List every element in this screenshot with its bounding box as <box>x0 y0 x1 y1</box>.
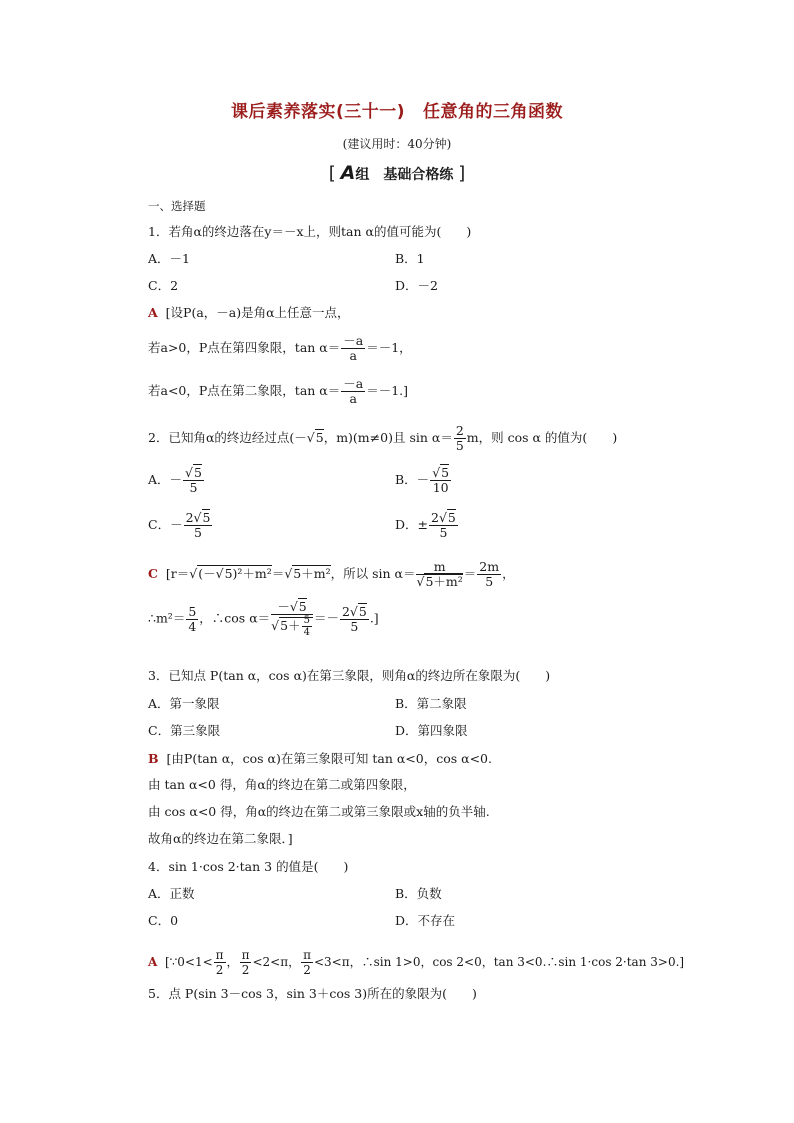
q2-d-den: 5 <box>439 525 448 540</box>
q3-option-c: C．第三象限 <box>148 723 221 738</box>
q3-option-d: D．第四象限 <box>395 723 468 738</box>
q2-exp2-den3: 5 <box>350 618 359 634</box>
q2-option-d <box>395 511 459 540</box>
q2-exp1-fraction: $\frac{m}{\text{√5＋m²}}$ <box>416 559 463 589</box>
q4-two-2: 2 <box>241 963 250 977</box>
q1-exp3-fraction <box>341 377 365 406</box>
q2-a-fraction: $\frac{√5}{5}$ <box>185 465 202 495</box>
q2-exp2-rad: 5 <box>298 599 307 614</box>
q2-stem-fraction <box>454 424 466 453</box>
q2-stem-num: 2 <box>455 423 464 438</box>
q3-explanation-3: 由 cos α<0 得，角α的终边在第二或第三象限或x轴的负半轴. <box>148 804 490 819</box>
q1-stem: 1．若角α的终边落在y＝－x上，则tan α的值可能为( ) <box>148 224 472 239</box>
q2-c-fraction: $\frac{2√5}{5}$ <box>185 510 211 540</box>
title-left: 课后素养落实(三十一) <box>230 102 406 122</box>
q2-exp2-num3: 2 <box>341 603 350 619</box>
q2-exp1-e: ＝ <box>271 566 285 581</box>
q2-b-num: 5 <box>441 465 450 480</box>
section-heading: 一、选择题 <box>148 199 206 213</box>
q2-a-den: 5 <box>189 480 198 495</box>
q4-two-3: 2 <box>303 963 311 977</box>
q2-a-num: 5 <box>194 465 202 480</box>
q1-explanation-1 <box>148 305 350 321</box>
q2-exp1-i: ， <box>502 566 515 581</box>
q1-answer: A <box>148 305 158 320</box>
q2-answer: C <box>148 566 158 581</box>
q4-two-1: 2 <box>215 963 224 977</box>
q4-option-a: A．正数 <box>148 886 195 901</box>
q2-stem-rad: 5 <box>315 430 324 445</box>
q5-stem: 5．点 P(sin 3－cos 3，sin 3＋cos 3)所在的象限为( ) <box>148 986 477 1001</box>
q4-pi-3: π <box>303 948 311 962</box>
q2-stem-mid: ，m)(m≠0)且 sin α＝ <box>323 430 453 445</box>
q2-b-den: 10 <box>432 480 449 495</box>
q2-d-num-rad: 5 <box>447 510 456 525</box>
q3-option-a: A．第一象限 <box>148 696 220 711</box>
q1-exp2-post: ＝－1， <box>366 340 412 355</box>
q2-exp2-fraction2: －√5 √5＋ $\frac{5}{4}$ <box>271 600 313 638</box>
q4-pi-2: π <box>241 948 250 962</box>
q2-exp1-num2: 2m <box>479 559 500 574</box>
q2-exp2-den-num: 5 <box>303 615 310 626</box>
q2-b-fraction: $\frac{√5}{10}$ <box>432 465 450 495</box>
q2-exp1-h: ＝ <box>463 566 477 581</box>
q4-exp-fraction1 <box>214 948 226 977</box>
q2-exp1-g: ，所以 sin α＝ <box>330 566 416 581</box>
q4-stem: 4．sin 1·cos 2·tan 3 的值是( ) <box>148 859 349 874</box>
q4-explanation <box>148 948 684 977</box>
q2-exp2-fraction3: $\frac{2√5}{5}$ <box>341 603 367 634</box>
q2-option-b <box>395 466 452 495</box>
q1-option-b: B．1 <box>395 251 425 266</box>
q2-exp2-c: ＝－ <box>313 610 339 626</box>
q3-exp1-text: [由P(tan α，cos α)在第三象限可知 tan α<0，cos α<0. <box>166 751 492 766</box>
q2-c-num: 2 <box>185 510 194 525</box>
q2-exp2-num: 5 <box>188 603 197 619</box>
q2-exp1-f: 5＋m² <box>293 566 331 581</box>
q2-exp1-den: 5＋m² <box>425 574 463 589</box>
q2-exp2-den-den: 4 <box>303 627 310 638</box>
q3-explanation-1 <box>148 751 492 767</box>
q2-exp2-den-fraction <box>302 615 312 638</box>
q3-option-b: B．第二象限 <box>395 696 467 711</box>
q1-option-a: A．－1 <box>148 251 190 266</box>
q4-exp-fraction2 <box>240 948 252 977</box>
q3-answer: B <box>148 751 159 766</box>
q1-explanation-3 <box>148 377 408 406</box>
q4-option-c: C．0 <box>148 913 179 928</box>
q2-stem-pre: 2．已知角α的终边经过点(－ <box>148 430 307 445</box>
q2-c-num-rad: 5 <box>202 510 211 525</box>
q2-option-c <box>148 511 213 540</box>
title-right: 任意角的三角函数 <box>423 102 564 122</box>
q2-exp2-den: 4 <box>188 618 197 634</box>
q2-c-den: 5 <box>194 525 202 540</box>
q2-a-pre: A．－ <box>148 472 183 487</box>
q3-explanation-4: 故角α的终边在第二象限．] <box>148 831 293 846</box>
q2-stem: 2．已知角α的终边经过点(－√5，m)(m≠0)且 sin α＝ $\frac{2}{5}$ m，则 cos α 的值为( ) <box>148 423 618 453</box>
q2-d-fraction: $\frac{2√5}{5}$ <box>431 510 456 540</box>
q2-option-a <box>148 466 205 495</box>
q4-exp-d: <3<π，∴sin 1>0，cos 2<0，tan 3<0.∴sin 1·cos 2·tan 3>0.] <box>313 955 685 969</box>
q1-exp2-num: －a <box>343 333 364 348</box>
q1-exp3-den: a <box>349 391 357 406</box>
q2-explanation-1: C [r＝√(－√5)²＋m²＝√5＋m²，所以 sin α＝ $\frac{m}{\text{√5＋m²}}$ ＝ $\frac{2m}{5}$ ， <box>148 559 515 589</box>
q2-d-num: 2 <box>431 510 439 525</box>
q2-exp1-den2: 5 <box>485 574 494 589</box>
group-letter: A <box>340 162 356 184</box>
q4-exp-fraction3 <box>301 948 313 977</box>
q2-exp2-rad3: 5 <box>358 603 367 619</box>
q2-exp1-c: 5 <box>224 566 233 581</box>
q2-exp1-a: [r＝ <box>165 566 190 581</box>
q4-exp-c: <2<π， <box>252 955 301 969</box>
q3-stem: 3．已知点 P(tan α，cos α)在第三象限，则角α的终边所在象限为( ) <box>148 668 551 683</box>
q2-exp2-den-a: 5＋ <box>280 618 301 633</box>
q1-exp3-post: ＝－1.] <box>366 383 408 398</box>
q2-exp2-num2: － <box>277 599 290 614</box>
q2-stem-post: m，则 cos α 的值为( ) <box>466 430 618 445</box>
q2-exp1-b: (－ <box>198 566 216 581</box>
q2-exp1-num: m <box>416 560 462 575</box>
q4-exp-a: [∵0<1< <box>164 955 213 969</box>
time-note: (建议用时：40分钟) <box>342 137 452 151</box>
page-title <box>0 97 794 122</box>
q4-option-d: D．不存在 <box>395 913 456 928</box>
q2-exp1-fraction2 <box>477 560 501 589</box>
q4-answer: A <box>148 955 158 969</box>
q2-stem-den: 5 <box>455 438 464 453</box>
q1-exp2-den: a <box>349 348 357 363</box>
q1-explanation-2 <box>148 334 412 363</box>
q2-exp2-d: .] <box>369 610 379 626</box>
q2-b-pre: B．－ <box>395 472 430 487</box>
q2-exp2-fraction <box>186 605 198 634</box>
group-heading: [ A组 基础合格练 ] <box>328 162 466 184</box>
q2-explanation-2 <box>148 600 379 638</box>
q1-exp1-text: [设P(a，－a)是角α上任意一点， <box>165 305 350 320</box>
q1-exp2-pre: 若a>0，P点在第四象限，tan α＝ <box>148 340 341 355</box>
q2-d-pre: D．± <box>395 517 428 532</box>
q1-option-c: C．2 <box>148 278 179 293</box>
q3-explanation-2: 由 tan α<0 得，角α的终边在第二或第四象限， <box>148 777 416 792</box>
q4-exp-b: ， <box>226 955 239 969</box>
q2-exp1-d: )²＋m² <box>232 566 272 581</box>
q2-c-pre: C．－ <box>148 517 183 532</box>
q4-option-b: B．负数 <box>395 886 442 901</box>
q1-exp3-num: －a <box>343 376 364 391</box>
q4-pi-1: π <box>215 948 224 962</box>
q1-exp2-fraction <box>341 334 365 363</box>
group-text: 组 基础合格练 <box>355 167 454 183</box>
q2-exp2-a: ∴m²＝ <box>148 610 186 626</box>
q2-exp2-b: ，∴cos α＝ <box>199 610 271 626</box>
q1-option-d: D．－2 <box>395 278 438 293</box>
q1-exp3-pre: 若a<0，P点在第二象限，tan α＝ <box>148 383 341 398</box>
